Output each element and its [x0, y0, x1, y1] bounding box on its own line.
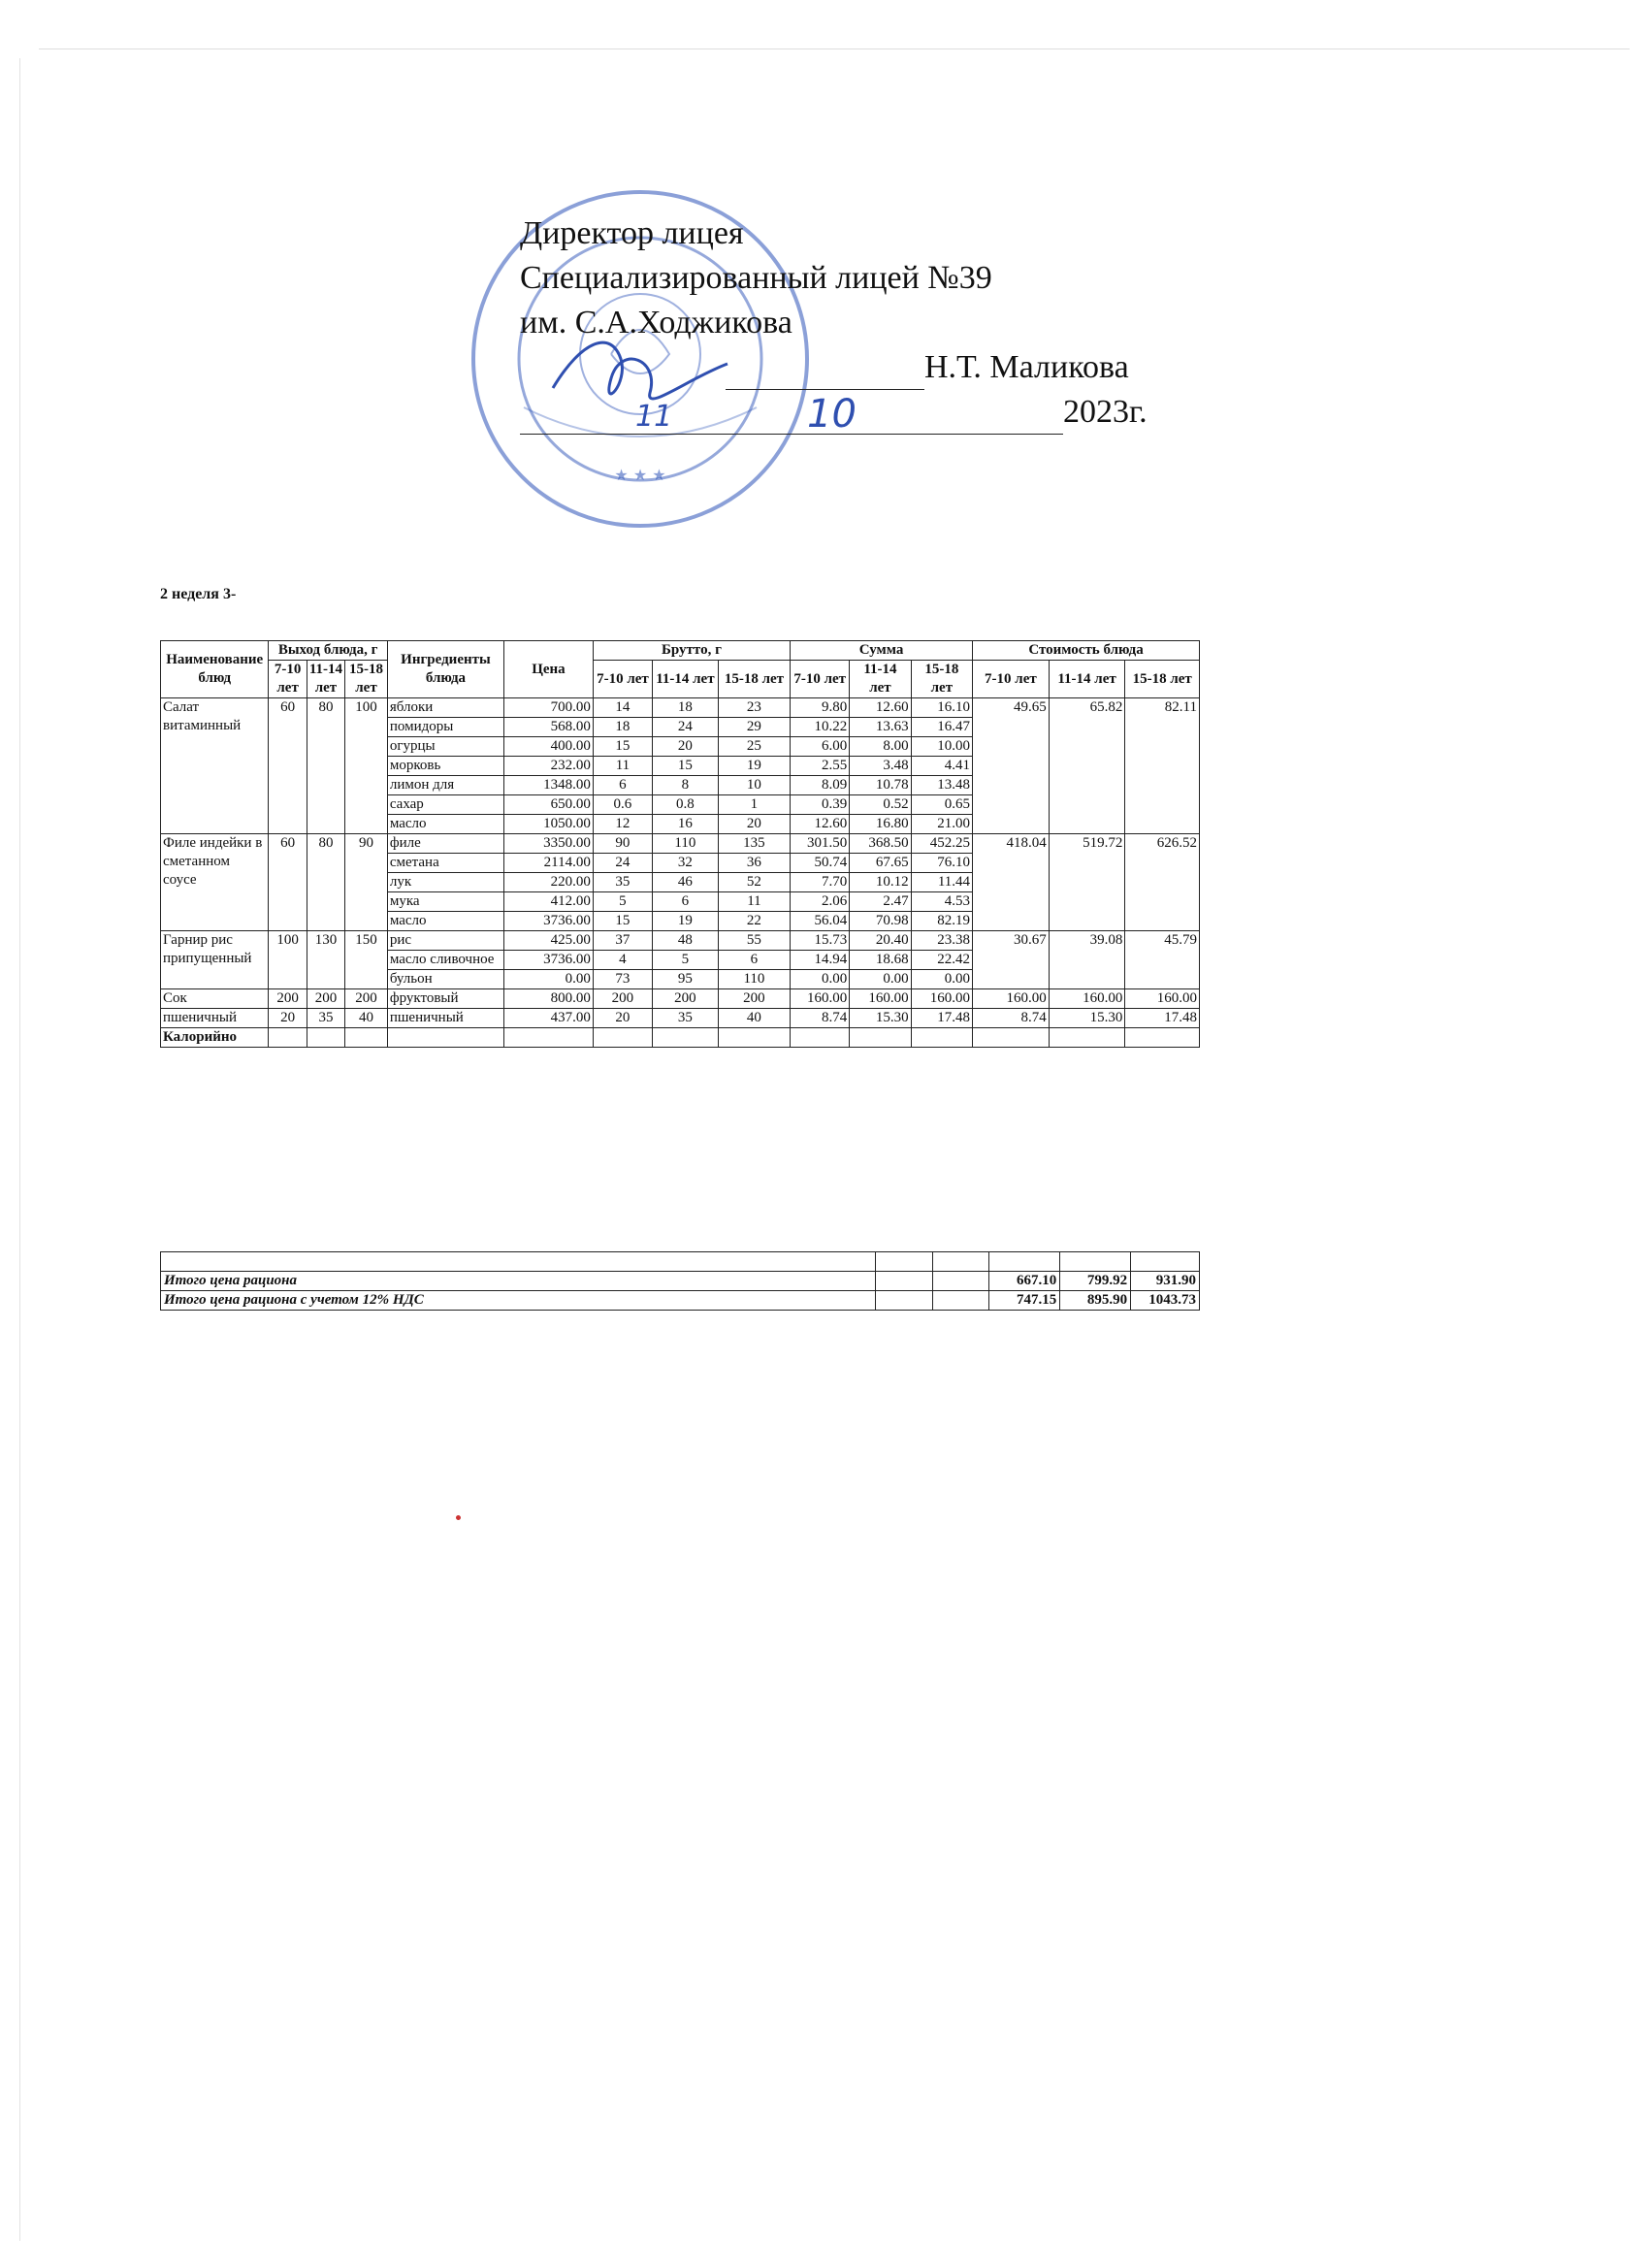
col-header-output: Выход блюда, г	[269, 641, 387, 661]
ingredient-brutto: 6	[653, 892, 719, 912]
total-vat-label: Итого цена рациона с учетом 12% НДС	[161, 1291, 876, 1311]
dish-name: Салат витаминный	[161, 698, 269, 834]
menu-table-body	[161, 698, 1200, 1048]
ingredient-sum: 22.42	[911, 951, 972, 970]
ingredient-brutto: 24	[653, 718, 719, 737]
ingredient-brutto: 110	[653, 834, 719, 854]
total-row	[161, 1272, 1200, 1291]
ingredient-sum: 82.19	[911, 912, 972, 931]
ingredient-sum: 15.30	[850, 1009, 911, 1028]
dish-output: 100	[269, 931, 307, 989]
ingredient-sum: 4.53	[911, 892, 972, 912]
ingredient-name: лимон для	[387, 776, 503, 795]
ingredient-name: пшеничный	[387, 1009, 503, 1028]
age-header: 11-14 лет	[1049, 661, 1125, 698]
empty-cell	[989, 1252, 1060, 1272]
empty-cell	[932, 1252, 989, 1272]
menu-table	[160, 640, 1200, 1048]
ingredient-sum: 13.48	[911, 776, 972, 795]
ingredient-price: 2114.00	[504, 854, 594, 873]
empty-cell	[932, 1291, 989, 1311]
dish-output: 90	[345, 834, 388, 931]
dish-cost: 626.52	[1125, 834, 1200, 931]
ingredient-sum: 0.65	[911, 795, 972, 815]
ingredient-sum: 452.25	[911, 834, 972, 854]
empty-cell	[718, 1028, 790, 1048]
handwritten-month: 10	[807, 392, 857, 437]
ingredient-brutto: 6	[718, 951, 790, 970]
ingredient-brutto: 95	[653, 970, 719, 989]
ingredient-sum: 0.00	[911, 970, 972, 989]
age-header: 7-10 лет	[269, 661, 307, 698]
age-header: 15-18 лет	[911, 661, 972, 698]
ingredient-name: бульон	[387, 970, 503, 989]
ingredient-brutto: 11	[718, 892, 790, 912]
totals-table	[160, 1251, 1200, 1311]
ingredient-name: морковь	[387, 757, 503, 776]
ingredient-price: 1348.00	[504, 776, 594, 795]
ingredient-brutto: 15	[653, 757, 719, 776]
ingredient-sum: 76.10	[911, 854, 972, 873]
empty-cell	[1131, 1252, 1200, 1272]
ingredient-brutto: 35	[593, 873, 652, 892]
ingredient-sum: 67.65	[850, 854, 911, 873]
ingredient-price: 800.00	[504, 989, 594, 1009]
ingredient-name: помидоры	[387, 718, 503, 737]
ingredient-brutto: 0.6	[593, 795, 652, 815]
dish-cost: 160.00	[973, 989, 1050, 1009]
ingredient-price: 437.00	[504, 1009, 594, 1028]
ingredient-price: 568.00	[504, 718, 594, 737]
ingredient-brutto: 32	[653, 854, 719, 873]
ingredient-sum: 301.50	[791, 834, 850, 854]
header-school: Специализированный лицей №39	[520, 260, 992, 296]
ingredient-sum: 8.09	[791, 776, 850, 795]
ingredient-brutto: 46	[653, 873, 719, 892]
col-header-brutto: Брутто, г	[593, 641, 790, 661]
ingredient-sum: 16.47	[911, 718, 972, 737]
ingredient-brutto: 36	[718, 854, 790, 873]
page-left-edge	[19, 58, 20, 2241]
header-signer: Н.Т. Маликова	[924, 349, 1129, 385]
ingredient-brutto: 200	[593, 989, 652, 1009]
dish-output: 60	[269, 698, 307, 834]
ingredient-brutto: 16	[653, 815, 719, 834]
svg-text:★ ★ ★: ★ ★ ★	[614, 466, 666, 484]
ingredient-brutto: 1	[718, 795, 790, 815]
empty-cell	[875, 1272, 932, 1291]
empty-cell	[911, 1028, 972, 1048]
empty-cell	[1060, 1252, 1131, 1272]
empty-cell	[875, 1252, 932, 1272]
dish-output: 80	[307, 698, 344, 834]
dish-cost: 519.72	[1049, 834, 1125, 931]
table-row	[161, 834, 1200, 854]
ingredient-sum: 50.74	[791, 854, 850, 873]
ingredient-price: 425.00	[504, 931, 594, 951]
age-header: 7-10 лет	[791, 661, 850, 698]
ingredient-price: 3736.00	[504, 912, 594, 931]
ingredient-sum: 23.38	[911, 931, 972, 951]
ingredient-sum: 11.44	[911, 873, 972, 892]
ingredient-sum: 17.48	[911, 1009, 972, 1028]
ingredient-sum: 160.00	[791, 989, 850, 1009]
week-label: 2 неделя 3-	[160, 586, 237, 602]
ingredient-name: филе	[387, 834, 503, 854]
age-header: 15-18 лет	[345, 661, 388, 698]
dish-output: 40	[345, 1009, 388, 1028]
dish-output: 150	[345, 931, 388, 989]
ingredient-sum: 9.80	[791, 698, 850, 718]
ingredient-sum: 3.48	[850, 757, 911, 776]
dish-cost: 15.30	[1049, 1009, 1125, 1028]
dish-cost: 39.08	[1049, 931, 1125, 989]
ingredient-sum: 16.10	[911, 698, 972, 718]
dish-output: 130	[307, 931, 344, 989]
col-header-sum: Сумма	[791, 641, 973, 661]
ingredient-name: сметана	[387, 854, 503, 873]
ingredient-price: 1050.00	[504, 815, 594, 834]
ingredient-sum: 0.52	[850, 795, 911, 815]
ingredient-brutto: 110	[718, 970, 790, 989]
header-title: Директор лицея	[520, 215, 744, 251]
total-value: 931.90	[1131, 1272, 1200, 1291]
table-row	[161, 698, 1200, 718]
total-vat-value: 1043.73	[1131, 1291, 1200, 1311]
ingredient-brutto: 37	[593, 931, 652, 951]
dish-output: 200	[345, 989, 388, 1009]
ingredient-name: масло сливочное	[387, 951, 503, 970]
dish-cost: 17.48	[1125, 1009, 1200, 1028]
total-vat-value: 747.15	[989, 1291, 1060, 1311]
age-header: 11-14 лет	[653, 661, 719, 698]
ingredient-brutto: 22	[718, 912, 790, 931]
empty-cell	[504, 1028, 594, 1048]
ingredient-brutto: 0.8	[653, 795, 719, 815]
ingredient-brutto: 14	[593, 698, 652, 718]
empty-cell	[161, 1252, 876, 1272]
ingredient-sum: 10.00	[911, 737, 972, 757]
ingredient-brutto: 40	[718, 1009, 790, 1028]
dish-name: Гарнир рис припущенный	[161, 931, 269, 989]
ingredient-name: масло	[387, 815, 503, 834]
ingredient-sum: 2.47	[850, 892, 911, 912]
dish-name: Сок	[161, 989, 269, 1009]
empty-cell	[850, 1028, 911, 1048]
empty-cell	[345, 1028, 388, 1048]
ingredient-brutto: 20	[653, 737, 719, 757]
ingredient-sum: 2.06	[791, 892, 850, 912]
empty-cell	[875, 1291, 932, 1311]
ingredient-brutto: 55	[718, 931, 790, 951]
ingredient-sum: 20.40	[850, 931, 911, 951]
ingredient-brutto: 5	[593, 892, 652, 912]
calorie-row	[161, 1028, 1200, 1048]
ingredient-brutto: 200	[718, 989, 790, 1009]
ingredient-sum: 8.74	[791, 1009, 850, 1028]
dish-output: 60	[269, 834, 307, 931]
total-label: Итого цена рациона	[161, 1272, 876, 1291]
ingredient-name: масло	[387, 912, 503, 931]
dish-name: Филе индейки в сметанном соусе	[161, 834, 269, 931]
ingredient-brutto: 18	[653, 698, 719, 718]
scan-speck	[455, 1514, 462, 1521]
calorie-label: Калорийно	[161, 1028, 269, 1048]
ingredient-name: фруктовый	[387, 989, 503, 1009]
empty-cell	[387, 1028, 503, 1048]
age-header: 11-14 лет	[307, 661, 344, 698]
dish-output: 35	[307, 1009, 344, 1028]
dish-cost: 160.00	[1049, 989, 1125, 1009]
ingredient-brutto: 6	[593, 776, 652, 795]
col-header-ingredients: Ингредиенты блюда	[387, 641, 503, 698]
ingredient-brutto: 48	[653, 931, 719, 951]
ingredient-brutto: 29	[718, 718, 790, 737]
ingredient-brutto: 25	[718, 737, 790, 757]
ingredient-brutto: 24	[593, 854, 652, 873]
ingredient-price: 220.00	[504, 873, 594, 892]
ingredient-price: 0.00	[504, 970, 594, 989]
ingredient-sum: 18.68	[850, 951, 911, 970]
ingredient-brutto: 4	[593, 951, 652, 970]
ingredient-price: 650.00	[504, 795, 594, 815]
empty-cell	[653, 1028, 719, 1048]
ingredient-sum: 13.63	[850, 718, 911, 737]
table-row	[161, 931, 1200, 951]
ingredient-brutto: 8	[653, 776, 719, 795]
dish-output: 20	[269, 1009, 307, 1028]
col-header-name: Наименование блюд	[161, 641, 269, 698]
ingredient-brutto: 19	[718, 757, 790, 776]
ingredient-name: яблоки	[387, 698, 503, 718]
ingredient-sum: 8.00	[850, 737, 911, 757]
handwritten-day: 11	[635, 400, 673, 434]
ingredient-sum: 160.00	[850, 989, 911, 1009]
ingredient-sum: 160.00	[911, 989, 972, 1009]
ingredient-sum: 0.00	[850, 970, 911, 989]
ingredient-sum: 0.00	[791, 970, 850, 989]
ingredient-brutto: 10	[718, 776, 790, 795]
empty-cell	[269, 1028, 307, 1048]
age-header: 11-14 лет	[850, 661, 911, 698]
ingredient-name: сахар	[387, 795, 503, 815]
dish-cost: 65.82	[1049, 698, 1125, 834]
ingredient-sum: 15.73	[791, 931, 850, 951]
ingredient-sum: 12.60	[791, 815, 850, 834]
total-value: 799.92	[1060, 1272, 1131, 1291]
age-header: 7-10 лет	[973, 661, 1050, 698]
signature-blank	[726, 352, 924, 390]
dish-cost: 49.65	[973, 698, 1050, 834]
empty-cell	[307, 1028, 344, 1048]
ingredient-brutto: 11	[593, 757, 652, 776]
ingredient-sum: 16.80	[850, 815, 911, 834]
dish-cost: 418.04	[973, 834, 1050, 931]
header-year: 2023г.	[1063, 394, 1148, 430]
empty-cell	[593, 1028, 652, 1048]
totals-spacer-row	[161, 1252, 1200, 1272]
age-header: 15-18 лет	[718, 661, 790, 698]
ingredient-sum: 56.04	[791, 912, 850, 931]
total-vat-value: 895.90	[1060, 1291, 1131, 1311]
table-row	[161, 1009, 1200, 1028]
ingredient-sum: 70.98	[850, 912, 911, 931]
dish-output: 80	[307, 834, 344, 931]
ingredient-brutto: 20	[718, 815, 790, 834]
ingredient-price: 400.00	[504, 737, 594, 757]
ingredient-sum: 10.22	[791, 718, 850, 737]
ingredient-price: 700.00	[504, 698, 594, 718]
empty-cell	[932, 1272, 989, 1291]
dish-output: 100	[345, 698, 388, 834]
dish-cost: 82.11	[1125, 698, 1200, 834]
header-school-name: им. С.А.Ходжикова	[520, 305, 792, 340]
ingredient-brutto: 135	[718, 834, 790, 854]
empty-cell	[1049, 1028, 1125, 1048]
ingredient-brutto: 5	[653, 951, 719, 970]
ingredient-brutto: 23	[718, 698, 790, 718]
dish-output: 200	[307, 989, 344, 1009]
dish-output: 200	[269, 989, 307, 1009]
dish-cost: 30.67	[973, 931, 1050, 989]
ingredient-brutto: 15	[593, 737, 652, 757]
ingredient-name: лук	[387, 873, 503, 892]
empty-cell	[791, 1028, 850, 1048]
ingredient-price: 232.00	[504, 757, 594, 776]
ingredient-brutto: 73	[593, 970, 652, 989]
ingredient-price: 412.00	[504, 892, 594, 912]
ingredient-sum: 10.78	[850, 776, 911, 795]
total-value: 667.10	[989, 1272, 1060, 1291]
ingredient-brutto: 18	[593, 718, 652, 737]
dish-cost: 45.79	[1125, 931, 1200, 989]
ingredient-sum: 368.50	[850, 834, 911, 854]
ingredient-brutto: 52	[718, 873, 790, 892]
ingredient-brutto: 12	[593, 815, 652, 834]
dish-cost: 160.00	[1125, 989, 1200, 1009]
empty-cell	[1125, 1028, 1200, 1048]
ingredient-sum: 4.41	[911, 757, 972, 776]
ingredient-sum: 7.70	[791, 873, 850, 892]
ingredient-sum: 12.60	[850, 698, 911, 718]
total-vat-row	[161, 1291, 1200, 1311]
dish-name: пшеничный	[161, 1009, 269, 1028]
ingredient-sum: 6.00	[791, 737, 850, 757]
age-header: 15-18 лет	[1125, 661, 1200, 698]
ingredient-sum: 21.00	[911, 815, 972, 834]
ingredient-brutto: 90	[593, 834, 652, 854]
ingredient-name: рис	[387, 931, 503, 951]
ingredient-brutto: 15	[593, 912, 652, 931]
ingredient-price: 3350.00	[504, 834, 594, 854]
dish-cost: 8.74	[973, 1009, 1050, 1028]
ingredient-sum: 2.55	[791, 757, 850, 776]
ingredient-brutto: 19	[653, 912, 719, 931]
ingredient-sum: 0.39	[791, 795, 850, 815]
ingredient-name: огурцы	[387, 737, 503, 757]
ingredient-brutto: 20	[593, 1009, 652, 1028]
ingredient-price: 3736.00	[504, 951, 594, 970]
ingredient-sum: 10.12	[850, 873, 911, 892]
age-header: 7-10 лет	[593, 661, 652, 698]
table-row	[161, 989, 1200, 1009]
ingredient-brutto: 35	[653, 1009, 719, 1028]
empty-cell	[973, 1028, 1050, 1048]
ingredient-name: мука	[387, 892, 503, 912]
col-header-price: Цена	[504, 641, 594, 698]
ingredient-brutto: 200	[653, 989, 719, 1009]
col-header-cost: Стоимость блюда	[973, 641, 1200, 661]
ingredient-sum: 14.94	[791, 951, 850, 970]
